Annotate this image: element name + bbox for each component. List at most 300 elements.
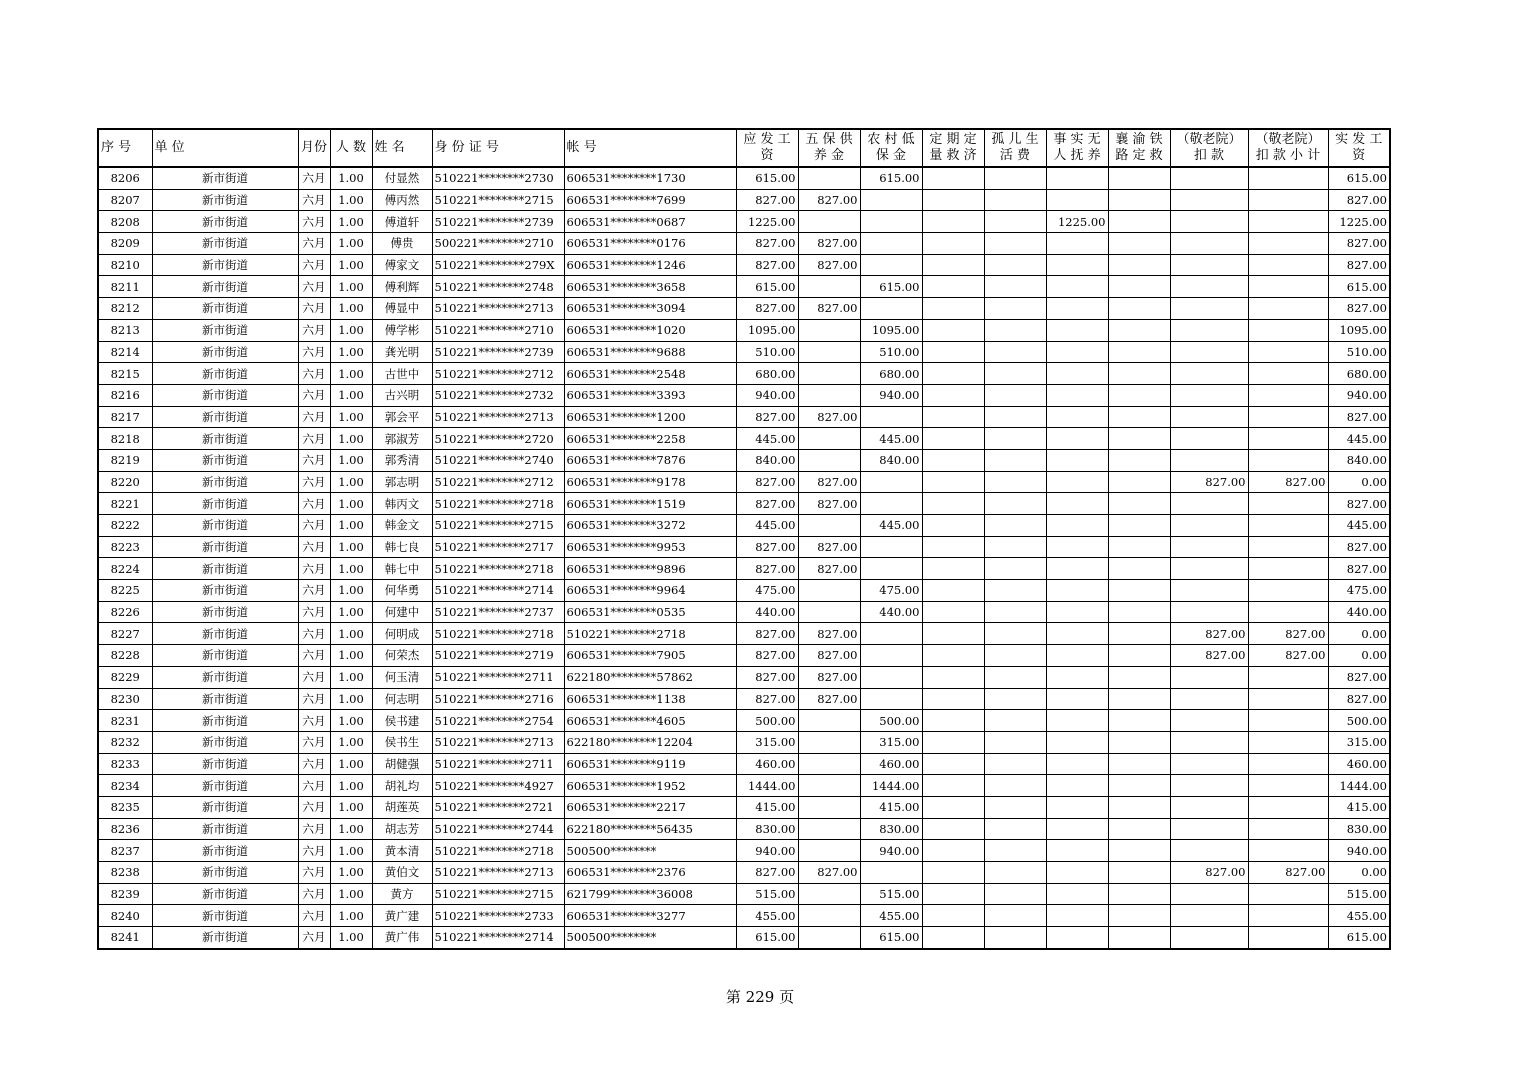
cell-deduct-total (1248, 927, 1328, 949)
cell-month: 六月 (298, 862, 330, 884)
cell-due: 827.00 (736, 254, 798, 276)
cell-wubao: 827.00 (798, 862, 860, 884)
cell-name: 何明成 (372, 623, 432, 645)
cell-dibao: 1444.00 (860, 775, 922, 797)
cell-seq: 8236 (98, 818, 152, 840)
cell-due: 460.00 (736, 753, 798, 775)
cell-paid: 827.00 (1328, 688, 1390, 710)
cell-month: 六月 (298, 558, 330, 580)
cell-unit: 新市街道 (152, 927, 298, 949)
cell-deduct (1170, 818, 1248, 840)
cell-wubao (798, 384, 860, 406)
cell-acct: 606531********1020 (564, 319, 736, 341)
cell-orphan (984, 298, 1046, 320)
cell-id: 510221********2754 (432, 710, 564, 732)
cell-orphan (984, 710, 1046, 732)
cell-wubao: 827.00 (798, 645, 860, 667)
cell-unit: 新市街道 (152, 558, 298, 580)
cell-orphan (984, 796, 1046, 818)
cell-id: 510221********2717 (432, 536, 564, 558)
cell-seq: 8229 (98, 666, 152, 688)
table-row (98, 666, 1390, 688)
cell-acct: 606531********4605 (564, 710, 736, 732)
cell-acct: 606531********2548 (564, 363, 736, 385)
cell-dingliang (922, 189, 984, 211)
cell-deduct-total (1248, 796, 1328, 818)
cell-id: 510221********2721 (432, 796, 564, 818)
table-row (98, 298, 1390, 320)
cell-count: 1.00 (330, 862, 372, 884)
cell-fact (1046, 775, 1108, 797)
cell-fact (1046, 167, 1108, 189)
cell-deduct-total: 827.00 (1248, 471, 1328, 493)
cell-seq: 8228 (98, 645, 152, 667)
header-orphan: 孤 儿 生 活 费 (984, 129, 1046, 167)
cell-count: 1.00 (330, 515, 372, 537)
cell-name: 郭志明 (372, 471, 432, 493)
cell-due: 827.00 (736, 536, 798, 558)
cell-acct: 606531********9964 (564, 580, 736, 602)
cell-dingliang (922, 341, 984, 363)
cell-paid: 827.00 (1328, 536, 1390, 558)
cell-dingliang (922, 298, 984, 320)
cell-seq: 8239 (98, 883, 152, 905)
cell-deduct-total (1248, 406, 1328, 428)
header-month: 月份 (298, 129, 330, 167)
header-deduct: （敬老院） 扣 款 (1170, 129, 1248, 167)
cell-dingliang (922, 927, 984, 949)
table-row (98, 753, 1390, 775)
cell-deduct (1170, 536, 1248, 558)
cell-month: 六月 (298, 840, 330, 862)
cell-seq: 8212 (98, 298, 152, 320)
cell-unit: 新市街道 (152, 298, 298, 320)
table-row (98, 384, 1390, 406)
cell-deduct (1170, 428, 1248, 450)
cell-deduct (1170, 211, 1248, 233)
cell-count: 1.00 (330, 645, 372, 667)
cell-orphan (984, 384, 1046, 406)
cell-name: 傅学彬 (372, 319, 432, 341)
table-row (98, 319, 1390, 341)
relief-payment-table (97, 128, 1391, 950)
cell-name: 古兴明 (372, 384, 432, 406)
cell-name: 傅显中 (372, 298, 432, 320)
cell-count: 1.00 (330, 818, 372, 840)
cell-id: 510221********2711 (432, 666, 564, 688)
cell-count: 1.00 (330, 233, 372, 255)
cell-orphan (984, 254, 1046, 276)
cell-wubao (798, 840, 860, 862)
cell-seq: 8210 (98, 254, 152, 276)
cell-seq: 8238 (98, 862, 152, 884)
cell-wubao: 827.00 (798, 558, 860, 580)
cell-fact (1046, 862, 1108, 884)
cell-id: 510221********2737 (432, 601, 564, 623)
cell-month: 六月 (298, 211, 330, 233)
cell-seq: 8211 (98, 276, 152, 298)
cell-due: 455.00 (736, 905, 798, 927)
cell-id: 510221********2715 (432, 515, 564, 537)
cell-dingliang (922, 211, 984, 233)
cell-id: 510221********4927 (432, 775, 564, 797)
cell-wubao (798, 796, 860, 818)
cell-dingliang (922, 862, 984, 884)
cell-count: 1.00 (330, 428, 372, 450)
cell-acct: 606531********2217 (564, 796, 736, 818)
cell-id: 510221********2714 (432, 580, 564, 602)
cell-railway (1108, 363, 1170, 385)
cell-acct: 606531********0176 (564, 233, 736, 255)
cell-deduct-total: 827.00 (1248, 645, 1328, 667)
header-due: 应 发 工 资 (736, 129, 798, 167)
cell-dibao (860, 623, 922, 645)
cell-unit: 新市街道 (152, 840, 298, 862)
cell-acct: 622180********57862 (564, 666, 736, 688)
cell-due: 445.00 (736, 428, 798, 450)
cell-due: 1095.00 (736, 319, 798, 341)
cell-unit: 新市街道 (152, 341, 298, 363)
cell-railway (1108, 796, 1170, 818)
cell-seq: 8206 (98, 167, 152, 189)
cell-deduct-total (1248, 731, 1328, 753)
cell-railway (1108, 688, 1170, 710)
cell-deduct-total (1248, 666, 1328, 688)
cell-unit: 新市街道 (152, 189, 298, 211)
cell-orphan (984, 536, 1046, 558)
cell-wubao (798, 818, 860, 840)
cell-railway (1108, 254, 1170, 276)
cell-deduct-total (1248, 753, 1328, 775)
cell-wubao (798, 601, 860, 623)
cell-acct: 606531********0535 (564, 601, 736, 623)
header-dibao: 农 村 低 保 金 (860, 129, 922, 167)
cell-due: 515.00 (736, 883, 798, 905)
cell-name: 侯书生 (372, 731, 432, 753)
header-railway: 襄 渝 铁 路 定 救 (1108, 129, 1170, 167)
cell-count: 1.00 (330, 688, 372, 710)
cell-name: 胡志芳 (372, 818, 432, 840)
table-row (98, 167, 1390, 189)
cell-id: 510221********2718 (432, 493, 564, 515)
cell-acct: 622180********12204 (564, 731, 736, 753)
cell-paid: 830.00 (1328, 818, 1390, 840)
cell-railway (1108, 731, 1170, 753)
cell-id: 510221********2732 (432, 384, 564, 406)
cell-month: 六月 (298, 233, 330, 255)
cell-unit: 新市街道 (152, 276, 298, 298)
cell-seq: 8213 (98, 319, 152, 341)
table-row (98, 580, 1390, 602)
cell-dibao (860, 493, 922, 515)
cell-acct: 500500******** (564, 927, 736, 949)
cell-unit: 新市街道 (152, 449, 298, 471)
cell-fact: 1225.00 (1046, 211, 1108, 233)
cell-count: 1.00 (330, 406, 372, 428)
cell-due: 827.00 (736, 558, 798, 580)
header-paid: 实 发 工 资 (1328, 129, 1390, 167)
cell-orphan (984, 449, 1046, 471)
cell-dibao (860, 862, 922, 884)
cell-deduct-total (1248, 341, 1328, 363)
cell-acct: 606531********1519 (564, 493, 736, 515)
cell-id: 510221********2713 (432, 406, 564, 428)
cell-fact (1046, 905, 1108, 927)
cell-unit: 新市街道 (152, 666, 298, 688)
cell-seq: 8227 (98, 623, 152, 645)
cell-seq: 8222 (98, 515, 152, 537)
cell-deduct-total: 827.00 (1248, 623, 1328, 645)
table-row (98, 558, 1390, 580)
cell-dibao: 415.00 (860, 796, 922, 818)
cell-name: 傅丙然 (372, 189, 432, 211)
cell-wubao (798, 449, 860, 471)
cell-orphan (984, 406, 1046, 428)
header-unit: 单 位 (152, 129, 298, 167)
cell-railway (1108, 558, 1170, 580)
cell-deduct (1170, 580, 1248, 602)
header-row (98, 129, 1390, 167)
cell-name: 郭会平 (372, 406, 432, 428)
cell-name: 傅贵 (372, 233, 432, 255)
cell-due: 510.00 (736, 341, 798, 363)
cell-id: 510221********2720 (432, 428, 564, 450)
cell-deduct (1170, 840, 1248, 862)
cell-acct: 606531********3658 (564, 276, 736, 298)
cell-deduct (1170, 688, 1248, 710)
cell-dingliang (922, 905, 984, 927)
cell-fact (1046, 233, 1108, 255)
cell-railway (1108, 601, 1170, 623)
cell-paid: 827.00 (1328, 298, 1390, 320)
cell-due: 940.00 (736, 384, 798, 406)
cell-id: 510221********2713 (432, 862, 564, 884)
cell-name: 何华勇 (372, 580, 432, 602)
cell-count: 1.00 (330, 731, 372, 753)
cell-paid: 615.00 (1328, 927, 1390, 949)
cell-dingliang (922, 710, 984, 732)
table-row (98, 862, 1390, 884)
cell-deduct-total: 827.00 (1248, 862, 1328, 884)
cell-due: 615.00 (736, 276, 798, 298)
cell-name: 何志明 (372, 688, 432, 710)
cell-seq: 8240 (98, 905, 152, 927)
cell-dingliang (922, 558, 984, 580)
table-row (98, 840, 1390, 862)
cell-paid: 827.00 (1328, 233, 1390, 255)
cell-railway (1108, 406, 1170, 428)
cell-count: 1.00 (330, 341, 372, 363)
cell-fact (1046, 623, 1108, 645)
cell-railway (1108, 384, 1170, 406)
cell-railway (1108, 341, 1170, 363)
cell-deduct (1170, 731, 1248, 753)
cell-fact (1046, 341, 1108, 363)
header-id: 身 份 证 号 (432, 129, 564, 167)
table-row (98, 363, 1390, 385)
cell-acct: 606531********7905 (564, 645, 736, 667)
cell-dibao: 515.00 (860, 883, 922, 905)
cell-deduct-total (1248, 276, 1328, 298)
cell-count: 1.00 (330, 363, 372, 385)
cell-due: 615.00 (736, 167, 798, 189)
cell-due: 1444.00 (736, 775, 798, 797)
cell-month: 六月 (298, 363, 330, 385)
cell-name: 何荣杰 (372, 645, 432, 667)
table-row (98, 731, 1390, 753)
cell-wubao (798, 363, 860, 385)
cell-deduct-total (1248, 840, 1328, 862)
cell-due: 940.00 (736, 840, 798, 862)
cell-id: 510221********2713 (432, 731, 564, 753)
cell-acct: 606531********2376 (564, 862, 736, 884)
cell-paid: 827.00 (1328, 189, 1390, 211)
cell-deduct-total (1248, 189, 1328, 211)
header-wubao: 五 保 供 养 金 (798, 129, 860, 167)
cell-unit: 新市街道 (152, 363, 298, 385)
cell-count: 1.00 (330, 384, 372, 406)
cell-deduct-total (1248, 818, 1328, 840)
cell-orphan (984, 558, 1046, 580)
cell-unit: 新市街道 (152, 384, 298, 406)
cell-dingliang (922, 363, 984, 385)
cell-count: 1.00 (330, 471, 372, 493)
cell-unit: 新市街道 (152, 862, 298, 884)
table-row (98, 515, 1390, 537)
cell-month: 六月 (298, 254, 330, 276)
table-body (98, 167, 1390, 949)
cell-dingliang (922, 276, 984, 298)
cell-orphan (984, 515, 1046, 537)
cell-paid: 840.00 (1328, 449, 1390, 471)
cell-railway (1108, 167, 1170, 189)
cell-wubao (798, 753, 860, 775)
cell-railway (1108, 319, 1170, 341)
cell-month: 六月 (298, 623, 330, 645)
cell-month: 六月 (298, 298, 330, 320)
cell-dibao: 1095.00 (860, 319, 922, 341)
table-row (98, 710, 1390, 732)
cell-orphan (984, 428, 1046, 450)
cell-dibao: 445.00 (860, 428, 922, 450)
cell-month: 六月 (298, 688, 330, 710)
cell-wubao: 827.00 (798, 189, 860, 211)
cell-unit: 新市街道 (152, 515, 298, 537)
cell-id: 510221********2711 (432, 753, 564, 775)
cell-deduct-total (1248, 905, 1328, 927)
cell-dingliang (922, 471, 984, 493)
cell-railway (1108, 710, 1170, 732)
cell-orphan (984, 341, 1046, 363)
cell-dingliang (922, 753, 984, 775)
cell-month: 六月 (298, 406, 330, 428)
cell-fact (1046, 536, 1108, 558)
cell-unit: 新市街道 (152, 883, 298, 905)
cell-unit: 新市街道 (152, 536, 298, 558)
cell-month: 六月 (298, 818, 330, 840)
cell-due: 827.00 (736, 298, 798, 320)
cell-wubao (798, 927, 860, 949)
cell-paid: 1225.00 (1328, 211, 1390, 233)
cell-name: 韩七中 (372, 558, 432, 580)
cell-unit: 新市街道 (152, 710, 298, 732)
cell-due: 827.00 (736, 623, 798, 645)
cell-deduct-total (1248, 688, 1328, 710)
cell-id: 510221********2715 (432, 189, 564, 211)
cell-fact (1046, 254, 1108, 276)
cell-fact (1046, 840, 1108, 862)
cell-seq: 8235 (98, 796, 152, 818)
cell-id: 510221********2714 (432, 927, 564, 949)
cell-dibao: 615.00 (860, 927, 922, 949)
cell-orphan (984, 167, 1046, 189)
cell-dibao: 440.00 (860, 601, 922, 623)
cell-name: 侯书建 (372, 710, 432, 732)
cell-count: 1.00 (330, 536, 372, 558)
cell-count: 1.00 (330, 319, 372, 341)
cell-orphan (984, 580, 1046, 602)
cell-name: 龚光明 (372, 341, 432, 363)
cell-wubao (798, 710, 860, 732)
cell-unit: 新市街道 (152, 233, 298, 255)
cell-fact (1046, 601, 1108, 623)
cell-orphan (984, 233, 1046, 255)
cell-fact (1046, 493, 1108, 515)
cell-deduct (1170, 298, 1248, 320)
cell-railway (1108, 645, 1170, 667)
cell-due: 440.00 (736, 601, 798, 623)
cell-orphan (984, 840, 1046, 862)
cell-unit: 新市街道 (152, 319, 298, 341)
cell-deduct (1170, 363, 1248, 385)
cell-dibao: 460.00 (860, 753, 922, 775)
cell-deduct: 827.00 (1170, 471, 1248, 493)
cell-dingliang (922, 319, 984, 341)
cell-fact (1046, 406, 1108, 428)
cell-acct: 510221********2718 (564, 623, 736, 645)
cell-wubao (798, 211, 860, 233)
cell-wubao (798, 276, 860, 298)
cell-month: 六月 (298, 384, 330, 406)
cell-count: 1.00 (330, 710, 372, 732)
cell-dingliang (922, 601, 984, 623)
cell-seq: 8226 (98, 601, 152, 623)
table-row (98, 449, 1390, 471)
cell-dibao: 840.00 (860, 449, 922, 471)
cell-dibao: 615.00 (860, 276, 922, 298)
cell-wubao (798, 905, 860, 927)
cell-count: 1.00 (330, 449, 372, 471)
cell-month: 六月 (298, 645, 330, 667)
cell-wubao (798, 883, 860, 905)
cell-deduct-total (1248, 493, 1328, 515)
cell-count: 1.00 (330, 905, 372, 927)
cell-name: 傅家文 (372, 254, 432, 276)
cell-orphan (984, 601, 1046, 623)
cell-count: 1.00 (330, 276, 372, 298)
cell-railway (1108, 580, 1170, 602)
cell-railway (1108, 211, 1170, 233)
cell-due: 615.00 (736, 927, 798, 949)
cell-dingliang (922, 449, 984, 471)
cell-count: 1.00 (330, 601, 372, 623)
cell-name: 胡礼均 (372, 775, 432, 797)
cell-paid: 415.00 (1328, 796, 1390, 818)
cell-paid: 827.00 (1328, 558, 1390, 580)
cell-deduct (1170, 341, 1248, 363)
cell-count: 1.00 (330, 796, 372, 818)
cell-count: 1.00 (330, 493, 372, 515)
